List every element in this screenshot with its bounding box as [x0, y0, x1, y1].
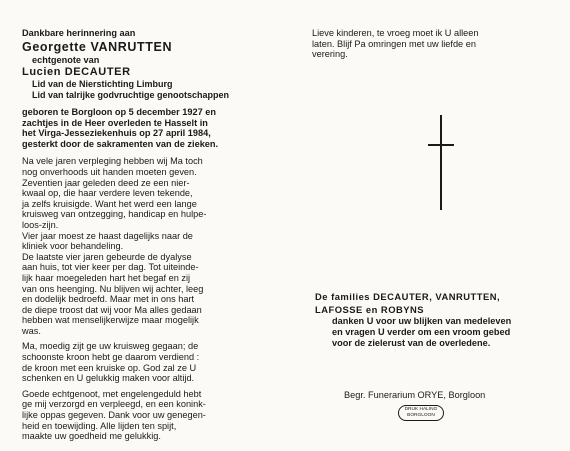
families-line: De families DECAUTER, VANRUTTEN,	[315, 291, 501, 302]
intro-text: Dankbare herinnering aan	[22, 28, 136, 38]
thanks-line: voor de zielerust van de overledene.	[332, 338, 491, 348]
body-line: schoonste kroon hebt ge daarom verdiend :	[22, 352, 200, 363]
printer-stamp	[398, 405, 444, 421]
body-line: de kroon met een kruiske op. God zal ze U	[22, 362, 197, 373]
message-line: laten. Blijf Pa omringen met uw liefde en	[312, 38, 476, 49]
body-line: schenken en U gelukkig maken voor altijd.	[22, 373, 195, 384]
body-line: nog onverhoods uit handen moeten geven.	[22, 166, 197, 177]
bio-line: geboren te Borgloon op 5 december 1927 en	[22, 107, 217, 117]
body-line: Zeventien jaar geleden deed ze een nier-	[22, 177, 190, 188]
stamp-line: BORGLOON	[407, 413, 435, 418]
stamp-line: DRUK HALING	[404, 407, 438, 412]
body-line: Goede echtgenoot, met engelengeduld hebt	[22, 388, 202, 399]
body-line: en dodelijk bedroefd. Maar met in ons hart	[22, 294, 195, 305]
body-line: heid en toewijding. Alle lijden ten spijt,	[22, 420, 177, 431]
body-line: de diepe troost dat wij voor Ma alles gedaan	[22, 304, 202, 315]
deceased-name: Georgette VANRUTTEN	[22, 39, 173, 54]
message-line: Lieve kinderen, te vroeg moet ik U alleen	[312, 28, 479, 38]
message-line: verering.	[312, 49, 348, 60]
families-block	[315, 290, 565, 349]
membership-line: Lid van de Nierstichting Limburg	[32, 79, 173, 90]
families-line: LAFOSSE en ROBYNS	[315, 304, 425, 315]
body-line: was.	[22, 325, 41, 336]
bio-line: het Virga-Jesseziekenhuis op 27 april 1984,	[22, 128, 211, 139]
spouse-name: Lucien DECAUTER	[22, 66, 131, 79]
bio-line: gesterkt door de sakramenten van de zieken.	[22, 138, 219, 149]
thanks-line: danken U voor uw blijken van medeleven	[332, 316, 512, 326]
body-line: Na vele jaren verpleging hebben wij Ma toch	[22, 156, 203, 167]
right-panel	[312, 28, 558, 60]
spouse-of-label: echtgenote van	[32, 54, 100, 65]
body-line: Vier jaar moest ze haast dagelijks naar de	[22, 230, 193, 241]
bio-line: zachtjes in de Heer overleden te Hasselt in	[22, 117, 208, 128]
body-line: kruisweg van ontzegging, handicap en hulpe-	[22, 209, 207, 220]
left-panel	[22, 28, 268, 442]
cross-icon	[428, 115, 454, 210]
body-line: De laatste vier jaren gebeurde de dyalyse	[22, 251, 192, 262]
body-line: aan huis, tot vier keer per dag. Tot uiteinde-	[22, 262, 199, 273]
body-line: lijk haar moegeleden hart het begaf en zij	[22, 272, 191, 283]
thanks-line: en vragen U verder om een vroom gebed	[332, 327, 511, 337]
membership-line: Lid van talrijke godvruchtige genootschappen	[32, 89, 230, 100]
body-line: ge mij verzorgd en verpleegd, en een konink-	[22, 399, 206, 410]
body-line: hebben wat menselijkerwijze maar mogelijk	[22, 315, 199, 326]
printer-credit: Begr. Funerarium ORYE, Borgloon	[344, 390, 486, 400]
body-line: maakte uw goedheid me gelukkig.	[22, 431, 161, 442]
body-text	[22, 156, 268, 441]
body-line: loos-zijn.	[22, 219, 59, 230]
body-line: van ons heenging. Nu blijven wij achter, leeg	[22, 283, 204, 294]
body-line: kwaal op, die haar verdere leven tekende,	[22, 188, 193, 199]
body-line: lijke oppas gegeven. Dank voor uw genegen-	[22, 410, 206, 421]
body-line: ja zelfs kruisigde. Want het werd een lange	[22, 198, 197, 209]
bio-block	[22, 107, 268, 149]
body-line: Ma, moedig zijt ge uw kruisweg gegaan; de	[22, 341, 199, 352]
body-line: kliniek voor behandeling.	[22, 241, 124, 252]
